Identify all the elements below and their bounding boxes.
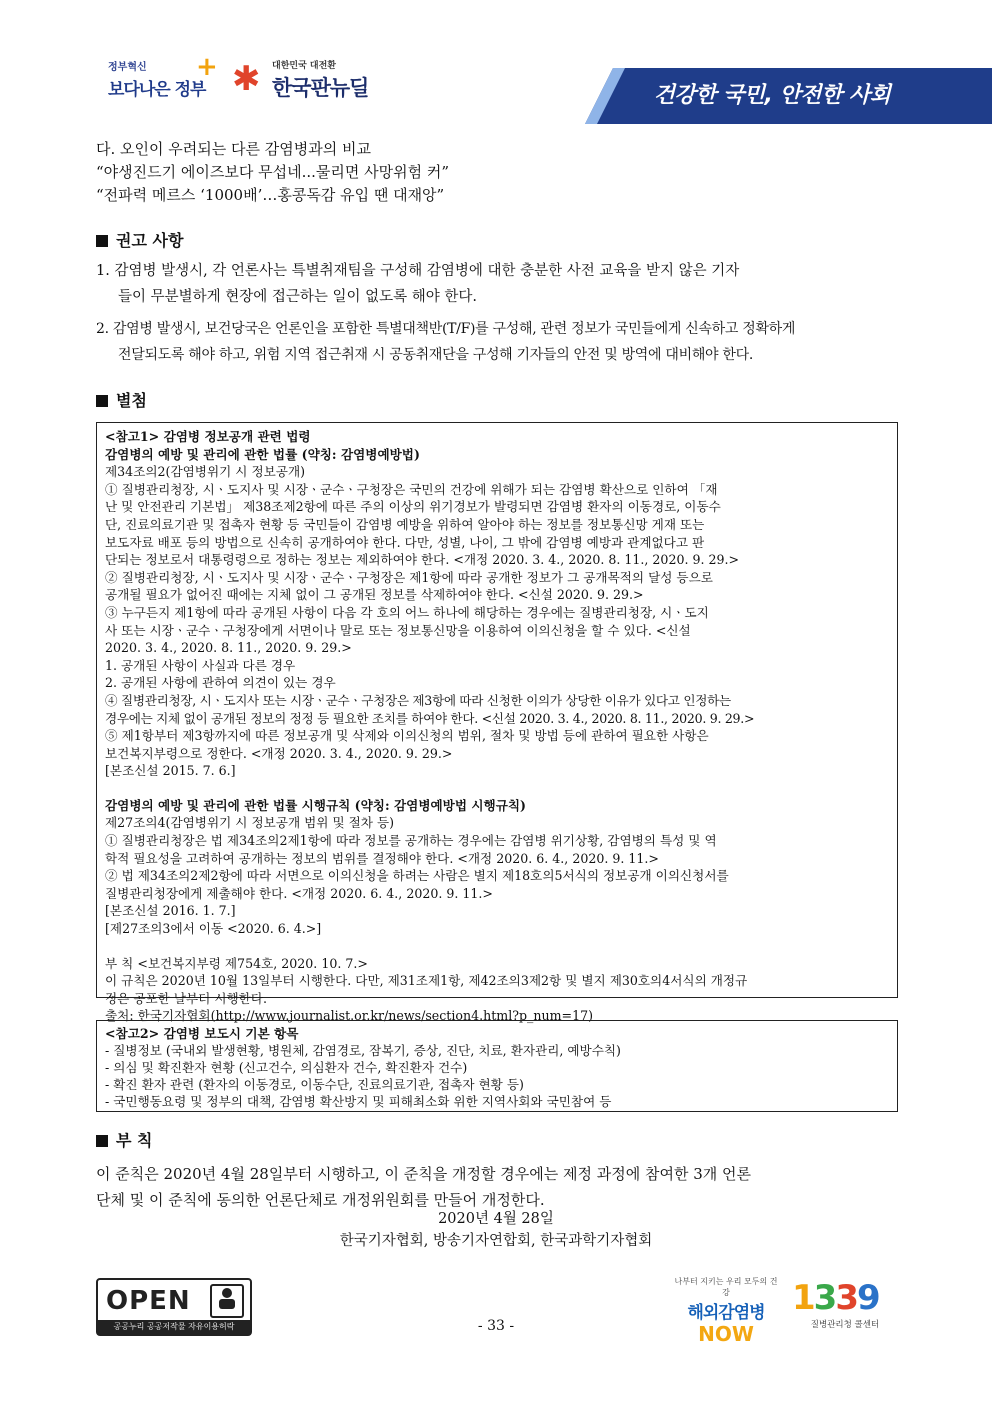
person-icon-glyph: [212, 1286, 242, 1310]
ref1-line: ① 질병관리청장, 시ㆍ도지사 및 시장ㆍ군수ㆍ구청장은 국민의 건강에 위해가 되는 감염병 확산으로 인하여 「재: [105, 481, 718, 497]
ref1-source-line: 출처: 한국기자협회(http://www.journalist.or.kr/news/section4.html?p_num=17): [105, 1008, 594, 1024]
logo2-title: 한국판뉴딜: [272, 76, 369, 100]
spacer: [105, 938, 889, 955]
open-license-caption: 공공누리 공공저작물 자유이용허락: [98, 1320, 250, 1334]
recommendation-1-line-1: 1. 감염병 발생시, 각 언론사는 특별취재팀을 구성해 감염병에 대한 충분한 사전 교육을 받지 않은 기자: [96, 263, 740, 279]
overseas-disease-now-logo: [672, 1276, 780, 1346]
ref2-heading: <참고2> 감염병 보도시 기본 항목: [105, 1026, 299, 1041]
logo2-subtitle: 대한민국 대전환: [272, 61, 336, 71]
headline-section-title: 다. 오인이 우려되는 다른 감염병과의 비교: [96, 140, 371, 158]
supplementary-line-1: 이 준칙은 2020년 4월 28일부터 시행하고, 이 준칙을 개정할 경우에는 제정 과정에 참여한 3개 언론: [96, 1165, 752, 1183]
comparison-headlines: [96, 138, 916, 207]
ref1-heading: <참고1> 감염병 정보공개 관련 법령: [105, 429, 311, 444]
ref1-law-title: 감염병의 예방 및 관리에 관한 법률 (약칭: 감염병예방법): [105, 446, 420, 462]
call-center-caption: 질병관리청 콜센터: [810, 1320, 880, 1330]
page-number: - 33 -: [477, 1318, 515, 1334]
ref1-line: 보건복지부령으로 정한다. <개정 2020. 3. 4., 2020. 9. 29.>: [105, 745, 453, 761]
overseas-title: 해외감염병: [687, 1303, 765, 1323]
logo1-subtitle: 정부혁신: [108, 62, 147, 73]
plus-icon: +: [196, 52, 218, 82]
ref1-line: 1. 공개된 사항이 사실과 다른 경우: [105, 657, 296, 673]
ref1-line: [본조신설 2015. 7. 6.]: [105, 763, 236, 779]
headline-quote-2: “전파력 메르스 ‘1000배’…홍콩독감 유입 땐 대재앙”: [96, 186, 445, 204]
ref2-item: - 국민행동요령 및 정부의 대책, 감염병 확산방지 및 피해최소화 위한 지역사회와 국민참여 등: [105, 1094, 612, 1109]
recommendations-title: 권고 사항: [116, 231, 184, 250]
ref1-rule-article: 제27조의4(감염병위기 시 정보공개 범위 및 절차 등): [105, 815, 395, 831]
ref1-line: 단, 진료의료기관 및 접촉자 현황 등 국민들이 감염병 예방을 위하여 알아야 하는 정보를 정보통신망 게재 또는: [105, 516, 705, 532]
ref1-addenda-line: 이 규칙은 2020년 10월 13일부터 시행한다. 다만, 제31조제1항, 제42조의3제2항 및 별지 제30호의4서식의 개정규: [105, 973, 748, 989]
ref1-addenda-line: 부 칙 <보건복지부령 제754호, 2020. 10. 7.>: [105, 955, 368, 971]
square-bullet-icon: [96, 235, 108, 247]
ref1-line: 보도자료 배포 등의 방법으로 신속히 공개하여야 한다. 다만, 성별, 나이, 그 밖에 감염병 예방과 관계없다고 판: [105, 534, 705, 550]
slogan-text: 건강한 국민, 안전한 사회: [653, 83, 891, 108]
overseas-now: NOW: [698, 1322, 754, 1346]
government-innovation-logo: [108, 52, 218, 108]
ref1-line: 2. 공개된 사항에 관하여 의견이 있는 경우: [105, 675, 336, 691]
reference-2-box: [96, 1020, 898, 1112]
ref1-rule-line: ② 법 제34조의2제2항에 따라 서면으로 이의신청을 하려는 사람은 별지 제18호의5서식의 정보공개 이의신청서를: [105, 868, 729, 884]
ref1-rule-line: [제27조의3에서 이동 <2020. 6. 4.>]: [105, 921, 322, 937]
ref1-rule-line: ① 질병관리청장은 법 제34조의2제1항에 따라 정보를 공개하는 경우에는 감염병 위기상황, 감염병의 특성 및 역: [105, 833, 717, 849]
supplementary-text: [96, 1161, 896, 1213]
supplementary-title: 부 칙: [116, 1131, 153, 1150]
ref1-line: 경우에는 지체 없이 공개된 정보의 정정 등 필요한 조치를 하여야 한다. <신설 2020. 3. 4., 2020. 8. 11., 2020. 9. 29.>: [105, 710, 755, 726]
ref1-line: 2020. 3. 4., 2020. 8. 11., 2020. 9. 29.>: [105, 640, 352, 656]
ref1-line: ③ 누구든지 제1항에 따라 공개된 사항이 다음 각 호의 어느 하나에 해당하는 경우에는 질병관리청장, 시ㆍ도지: [105, 604, 709, 620]
ref1-line: 난 및 안전관리 기본법」 제38조제2항에 따른 주의 이상의 위기경보가 발령되면 감염병 환자의 이동경로, 이동수: [105, 499, 721, 515]
ref1-rule-line: [본조신설 2016. 1. 7.]: [105, 903, 236, 919]
ref2-item: - 확진 환자 관련 (환자의 이동경로, 이동수단, 진료의료기관, 접촉자 현황 등): [105, 1077, 524, 1092]
ref1-addenda-line: 정은 공포한 날부터 시행한다.: [105, 990, 267, 1006]
overseas-tagline: 나부터 지키는 우리 모두의 건강: [674, 1277, 778, 1297]
annex-title: 별첨: [116, 391, 147, 410]
signature-orgs: 한국기자협회, 방송기자연합회, 한국과학기자협회: [339, 1233, 653, 1249]
ref1-article: 제34조의2(감염병위기 시 정보공개): [105, 464, 306, 480]
recommendation-item-2: [96, 316, 896, 368]
annex-heading: [96, 388, 147, 411]
ref1-line: 공개될 필요가 없어진 때에는 지체 없이 그 공개된 정보를 삭제하여야 한다. <신설 2020. 9. 29.>: [105, 587, 644, 603]
signature-date: 2020년 4월 28일: [438, 1211, 554, 1227]
call-center-number: 1339: [792, 1278, 879, 1318]
ref1-line: ② 질병관리청장, 시ㆍ도지사 및 시장ㆍ군수ㆍ구청장은 제1항에 따라 공개한 정보가 그 공개목적의 달성 등으로: [105, 569, 713, 585]
recommendation-2-line-2: 전달되도록 해야 하고, 위험 지역 접근취재 시 공동취재단을 구성해 기자들의 안전 및 방역에 대비해야 한다.: [118, 347, 754, 363]
ref1-line: ④ 질병관리청장, 시ㆍ도지사 또는 시장ㆍ군수ㆍ구청장은 제3항에 따라 신청한 이의가 상당한 이유가 있다고 인정하는: [105, 692, 731, 708]
ref1-line: 사 또는 시장ㆍ군수ㆍ구청장에게 서면이나 말로 또는 정보통신망을 이용하여 이의신청을 할 수 있다. <신설: [105, 622, 691, 638]
korean-new-deal-logo: [232, 58, 382, 108]
recommendations-heading: [96, 228, 183, 251]
ref2-item: - 의심 및 확진환자 현황 (신고건수, 의심환자 건수, 확진환자 건수): [105, 1060, 468, 1075]
headline-quote-1: “야생진드기 에이즈보다 무섭네...물리면 사망위험 커”: [96, 163, 450, 181]
signature-block: [0, 1208, 992, 1252]
ref1-line: ⑤ 제1항부터 제3항까지에 따른 정보공개 및 삭제와 이의신청의 범위, 절차 및 방법 등에 관하여 필요한 사항은: [105, 728, 709, 744]
ref1-rule-line: 학적 필요성을 고려하여 공개하는 정보의 범위를 결정해야 한다. <개정 2020. 6. 4., 2020. 9. 11.>: [105, 850, 659, 866]
recommendation-1-line-2: 들이 무분별하게 현장에 접근하는 일이 없도록 해야 한다.: [118, 289, 478, 305]
ref1-rule-title: 감염병의 예방 및 관리에 관한 법률 시행규칙 (약칭: 감염병예방법 시행규칙): [105, 797, 526, 813]
asterisk-icon: ✱: [232, 59, 261, 99]
recommendation-2-line-1: 2. 감염병 발생시, 보건당국은 언론인을 포함한 특별대책반(T/F)를 구성해, 관련 정보가 국민들에게 신속하고 정확하게: [96, 321, 796, 337]
kdca-1339-logo: [792, 1278, 898, 1340]
supplementary-heading: [96, 1128, 152, 1151]
supplementary-line-2: 단체 및 이 준칙에 동의한 언론단체로 개정위원회를 만들어 개정한다.: [96, 1191, 545, 1209]
spacer: [105, 780, 889, 797]
logo1-title: 보다나은 정부: [108, 80, 206, 100]
ref1-line: 단되는 정보로서 대통령령으로 정하는 정보는 제외하여야 한다. <개정 2020. 3. 4., 2020. 8. 11., 2020. 9. 29.>: [105, 552, 740, 568]
recommendation-item-1: [96, 258, 896, 310]
square-bullet-icon: [96, 395, 108, 407]
page-header: [0, 0, 992, 130]
reference-1-box: [96, 422, 898, 1024]
square-bullet-icon: [96, 1135, 108, 1147]
person-icon: [210, 1284, 244, 1318]
ref2-item: - 질병정보 (국내외 발생현황, 병원체, 감염경로, 잠복기, 증상, 진단, 치료, 환자관리, 예방수칙): [105, 1043, 621, 1058]
ref1-rule-line: 질병관리청장에게 제출해야 한다. <개정 2020. 6. 4., 2020. 9. 11.>: [105, 885, 493, 901]
open-label: OPEN: [106, 1286, 191, 1316]
